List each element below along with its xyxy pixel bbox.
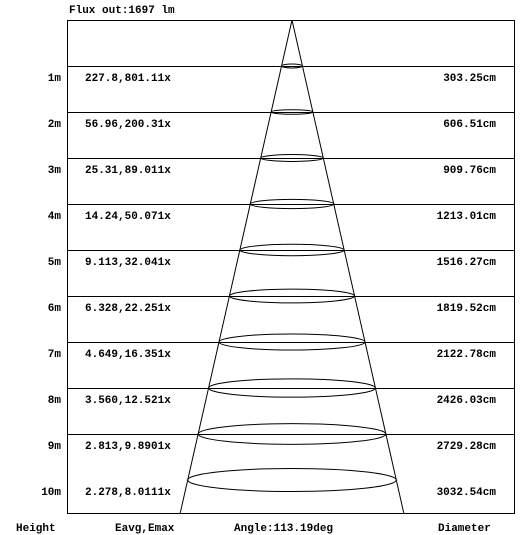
row-diameter-value: 1819.52cm bbox=[436, 303, 496, 315]
row-diameter-value: 3032.54cm bbox=[436, 487, 496, 499]
footer-eavg-emax-label: Eavg,Emax bbox=[115, 523, 175, 535]
footer-diameter-label: Diameter bbox=[438, 523, 491, 535]
row-diameter-value: 2426.03cm bbox=[436, 395, 496, 407]
row-height-label: 6m bbox=[47, 303, 61, 315]
footer-angle-label: Angle:113.19deg bbox=[234, 523, 334, 535]
row-diameter-value: 303.25cm bbox=[443, 73, 496, 85]
row-height-label: 4m bbox=[47, 211, 61, 223]
row-diameter-value: 606.51cm bbox=[443, 119, 496, 131]
distance-rows bbox=[41, 64, 514, 499]
row-illuminance-value: 2.813,9.8901x bbox=[85, 441, 171, 453]
row-diameter-value: 1213.01cm bbox=[436, 211, 496, 223]
row-illuminance-value: 56.96,200.31x bbox=[85, 119, 171, 131]
row-illuminance-value: 9.113,32.041x bbox=[85, 257, 171, 269]
beam-edge-right bbox=[292, 20, 404, 514]
row-diameter-value: 2122.78cm bbox=[436, 349, 496, 361]
row-diameter-value: 2729.28cm bbox=[436, 441, 496, 453]
row-height-label: 5m bbox=[47, 257, 61, 269]
row-illuminance-value: 25.31,89.011x bbox=[85, 165, 171, 177]
beam-cross-section bbox=[188, 469, 397, 492]
row-diameter-value: 909.76cm bbox=[443, 165, 496, 177]
row-illuminance-value: 3.560,12.521x bbox=[85, 395, 171, 407]
row-illuminance-value: 227.8,801.11x bbox=[85, 73, 171, 85]
row-height-label: 9m bbox=[47, 441, 61, 453]
row-height-label: 7m bbox=[47, 349, 61, 361]
row-height-label: 2m bbox=[47, 119, 61, 131]
row-diameter-value: 1516.27cm bbox=[436, 257, 496, 269]
row-illuminance-value: 4.649,16.351x bbox=[85, 349, 171, 361]
row-illuminance-value: 14.24,50.071x bbox=[85, 211, 171, 223]
footer-height-label: Height bbox=[16, 523, 56, 535]
row-illuminance-value: 2.278,8.0111x bbox=[85, 487, 171, 499]
row-height-label: 10m bbox=[41, 487, 61, 499]
row-illuminance-value: 6.328,22.251x bbox=[85, 303, 171, 315]
row-height-label: 1m bbox=[47, 73, 61, 85]
beam-edge-left bbox=[180, 20, 292, 514]
row-height-label: 8m bbox=[47, 395, 61, 407]
flux-label: Flux out:1697 lm bbox=[69, 5, 175, 17]
row-height-label: 3m bbox=[47, 165, 61, 177]
